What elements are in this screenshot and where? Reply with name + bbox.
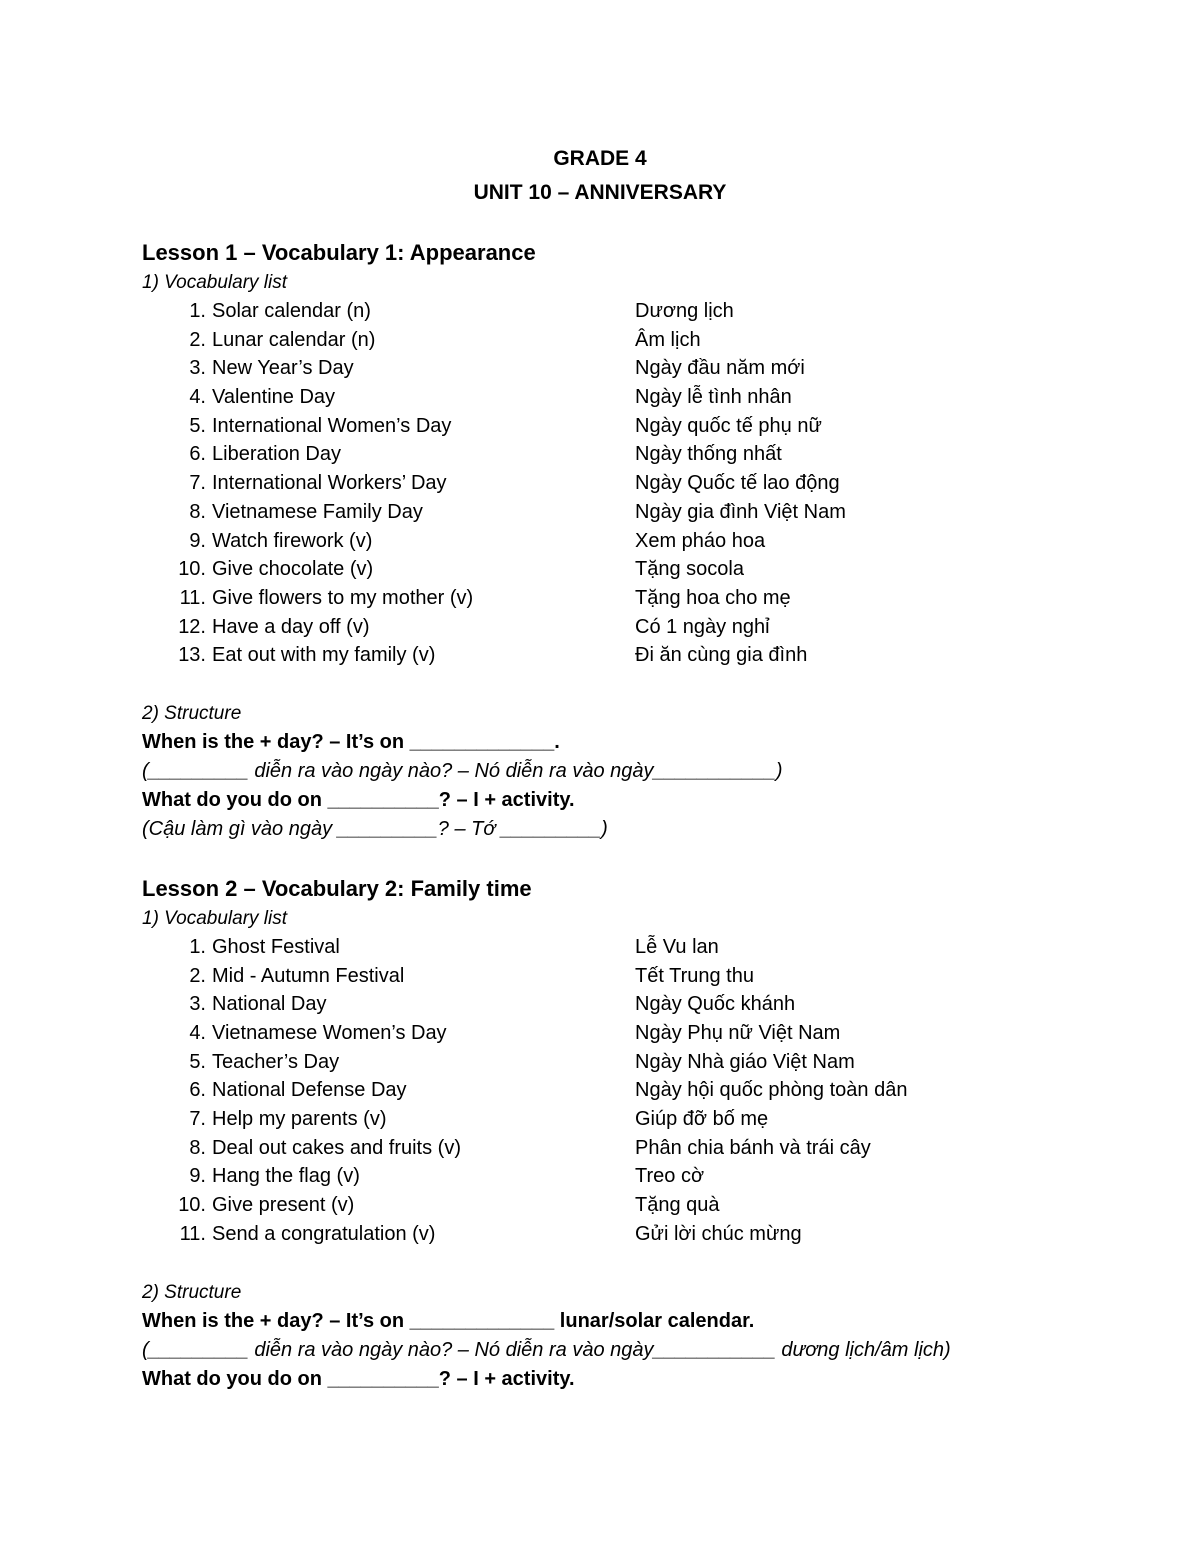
vocab-english: International Workers’ Day	[212, 472, 447, 495]
vocab-vietnamese: Ngày Quốc khánh	[635, 993, 796, 1016]
vocab-row	[142, 584, 1062, 613]
vocab-english: Ghost Festival	[212, 935, 340, 958]
vocab-number: 13.	[178, 644, 206, 667]
vocab-number: 9.	[189, 1165, 206, 1188]
vocab-vietnamese: Treo cờ	[635, 1165, 705, 1188]
vocab-number: 10.	[178, 558, 206, 581]
vocab-number: 6.	[189, 1079, 206, 1102]
vocab-row	[142, 613, 1062, 642]
vocab-english: Eat out with my family (v)	[212, 644, 436, 667]
lesson-2-vocab-heading: 1) Vocabulary list	[142, 907, 288, 929]
vocab-row	[142, 440, 1062, 469]
vocab-english: Give chocolate (v)	[212, 558, 374, 581]
vocab-number: 7.	[189, 472, 206, 495]
vocab-number: 3.	[189, 993, 206, 1016]
vocab-row	[142, 962, 1062, 991]
lesson-1-structure-q1: When is the + day? – It’s on _____________.	[142, 730, 560, 753]
vocab-number: 2.	[189, 964, 206, 987]
vocab-english: National Defense Day	[212, 1079, 407, 1102]
lesson-1-structure-q2-vi: (Cậu làm gì vào ngày _________? – Tớ _________)	[142, 817, 608, 840]
vocab-vietnamese: Tết Trung thu	[635, 964, 754, 987]
lesson-2-structure-q2: What do you do on __________? – I + activity.	[142, 1367, 575, 1390]
vocab-vietnamese: Đi ăn cùng gia đình	[635, 644, 808, 667]
vocab-english: Lunar calendar (n)	[212, 328, 376, 351]
vocab-english: Have a day off (v)	[212, 615, 370, 638]
lesson-1-structure-q2: What do you do on __________? – I + activity.	[142, 788, 575, 811]
vocab-number: 5.	[189, 414, 206, 437]
vocab-vietnamese: Gửi lời chúc mừng	[635, 1222, 802, 1245]
vocab-english: Deal out cakes and fruits (v)	[212, 1136, 461, 1159]
vocab-number: 11.	[179, 1222, 206, 1245]
vocab-row	[142, 383, 1062, 412]
lesson-2-structure-q1-vi: (_________ diễn ra vào ngày nào? – Nó diễn ra vào ngày___________ dương lịch/âm lịch)	[142, 1338, 951, 1361]
lesson-2-structure-q1: When is the + day? – It’s on _____________ lunar/solar calendar.	[142, 1309, 755, 1332]
vocab-row	[142, 1019, 1062, 1048]
vocab-number: 3.	[189, 357, 206, 380]
vocab-vietnamese: Ngày Phụ nữ Việt Nam	[635, 1022, 841, 1044]
lesson-2-section	[142, 874, 1062, 1394]
vocab-number: 1.	[189, 300, 206, 322]
vocab-vietnamese: Phân chia bánh và trái cây	[635, 1136, 871, 1159]
vocab-row	[142, 527, 1062, 556]
lesson-2-vocab-list	[142, 933, 1062, 1249]
vocab-english: International Women’s Day	[212, 414, 452, 437]
unit-title: UNIT 10 – ANNIVERSARY	[473, 181, 727, 204]
vocab-english: Mid - Autumn Festival	[212, 964, 405, 987]
vocab-row	[142, 555, 1062, 584]
vocab-number: 1.	[189, 935, 206, 958]
vocab-number: 9.	[189, 529, 206, 552]
vocab-english: Give flowers to my mother (v)	[212, 586, 474, 609]
vocab-vietnamese: Âm lịch	[635, 328, 701, 351]
vocab-english: Give present (v)	[212, 1194, 355, 1217]
vocab-row	[142, 412, 1062, 441]
vocab-english: New Year’s Day	[212, 357, 354, 380]
vocab-vietnamese: Ngày Nhà giáo Việt Nam	[635, 1050, 855, 1073]
lesson-2-heading: Lesson 2 – Vocabulary 2: Family time	[142, 875, 532, 901]
vocab-row	[142, 1076, 1062, 1105]
vocab-vietnamese: Tặng socola	[635, 558, 744, 581]
vocab-number: 11.	[179, 586, 206, 609]
vocab-row	[142, 1220, 1062, 1249]
vocab-number: 8.	[189, 1136, 206, 1159]
vocab-english: Liberation Day	[212, 443, 341, 466]
vocab-english: National Day	[212, 993, 327, 1016]
vocab-vietnamese: Ngày thống nhất	[635, 443, 782, 466]
vocab-number: 5.	[189, 1050, 206, 1073]
lesson-1-vocab-heading: 1) Vocabulary list	[142, 272, 288, 293]
vocab-row	[142, 498, 1062, 527]
vocab-vietnamese: Xem pháo hoa	[635, 529, 766, 552]
lesson-2-structure-heading: 2) Structure	[142, 1281, 242, 1303]
vocab-row	[142, 933, 1062, 962]
lesson-1-section	[142, 238, 1062, 844]
vocab-vietnamese: Có 1 ngày nghỉ	[635, 615, 770, 638]
vocab-english: Vietnamese Women’s Day	[212, 1022, 447, 1044]
vocab-row	[142, 1134, 1062, 1163]
vocab-row	[142, 469, 1062, 498]
vocab-vietnamese: Lễ Vu lan	[635, 935, 719, 958]
document-page	[142, 142, 1062, 1394]
document-titles	[0, 142, 1200, 210]
vocab-row	[142, 354, 1062, 383]
vocab-number: 6.	[189, 443, 206, 466]
vocab-vietnamese: Ngày đầu năm mới	[635, 357, 805, 380]
vocab-number: 4.	[189, 386, 206, 409]
vocab-number: 8.	[189, 500, 206, 523]
vocab-english: Teacher’s Day	[212, 1050, 340, 1073]
vocab-number: 2.	[189, 328, 206, 351]
grade-title: GRADE 4	[553, 147, 647, 170]
lesson-1-vocab-list	[142, 297, 1062, 670]
vocab-vietnamese: Giúp đỡ bố mẹ	[635, 1108, 769, 1131]
lesson-1-structure-heading: 2) Structure	[142, 702, 242, 724]
vocab-english: Vietnamese Family Day	[212, 500, 423, 523]
vocab-row	[142, 1048, 1062, 1077]
vocab-row	[142, 641, 1062, 670]
vocab-row	[142, 1162, 1062, 1191]
vocab-row	[142, 1105, 1062, 1134]
vocab-vietnamese: Tặng quà	[635, 1194, 720, 1217]
lesson-1-heading: Lesson 1 – Vocabulary 1: Appearance	[142, 240, 536, 265]
lesson-1-structure-q1-vi: (_________ diễn ra vào ngày nào? – Nó diễn ra vào ngày___________)	[142, 759, 783, 782]
vocab-english: Hang the flag (v)	[212, 1165, 360, 1188]
vocab-row	[142, 1191, 1062, 1220]
vocab-row	[142, 297, 1062, 326]
vocab-vietnamese: Dương lịch	[635, 300, 734, 322]
vocab-english: Help my parents (v)	[212, 1108, 387, 1131]
vocab-row	[142, 326, 1062, 355]
vocab-number: 12.	[178, 615, 206, 638]
vocab-number: 10.	[178, 1194, 206, 1217]
vocab-number: 4.	[189, 1022, 206, 1044]
vocab-english: Valentine Day	[212, 386, 336, 409]
vocab-number: 7.	[189, 1108, 206, 1131]
vocab-vietnamese: Ngày gia đình Việt Nam	[635, 500, 846, 523]
vocab-vietnamese: Ngày Quốc tế lao động	[635, 472, 840, 495]
vocab-vietnamese: Ngày hội quốc phòng toàn dân	[635, 1079, 908, 1102]
vocab-vietnamese: Tặng hoa cho mẹ	[635, 586, 791, 609]
vocab-english: Send a congratulation (v)	[212, 1222, 436, 1245]
vocab-row	[142, 990, 1062, 1019]
vocab-english: Solar calendar (n)	[212, 300, 371, 322]
vocab-english: Watch firework (v)	[212, 529, 373, 552]
vocab-vietnamese: Ngày quốc tế phụ nữ	[635, 414, 822, 437]
vocab-vietnamese: Ngày lễ tình nhân	[635, 386, 792, 409]
